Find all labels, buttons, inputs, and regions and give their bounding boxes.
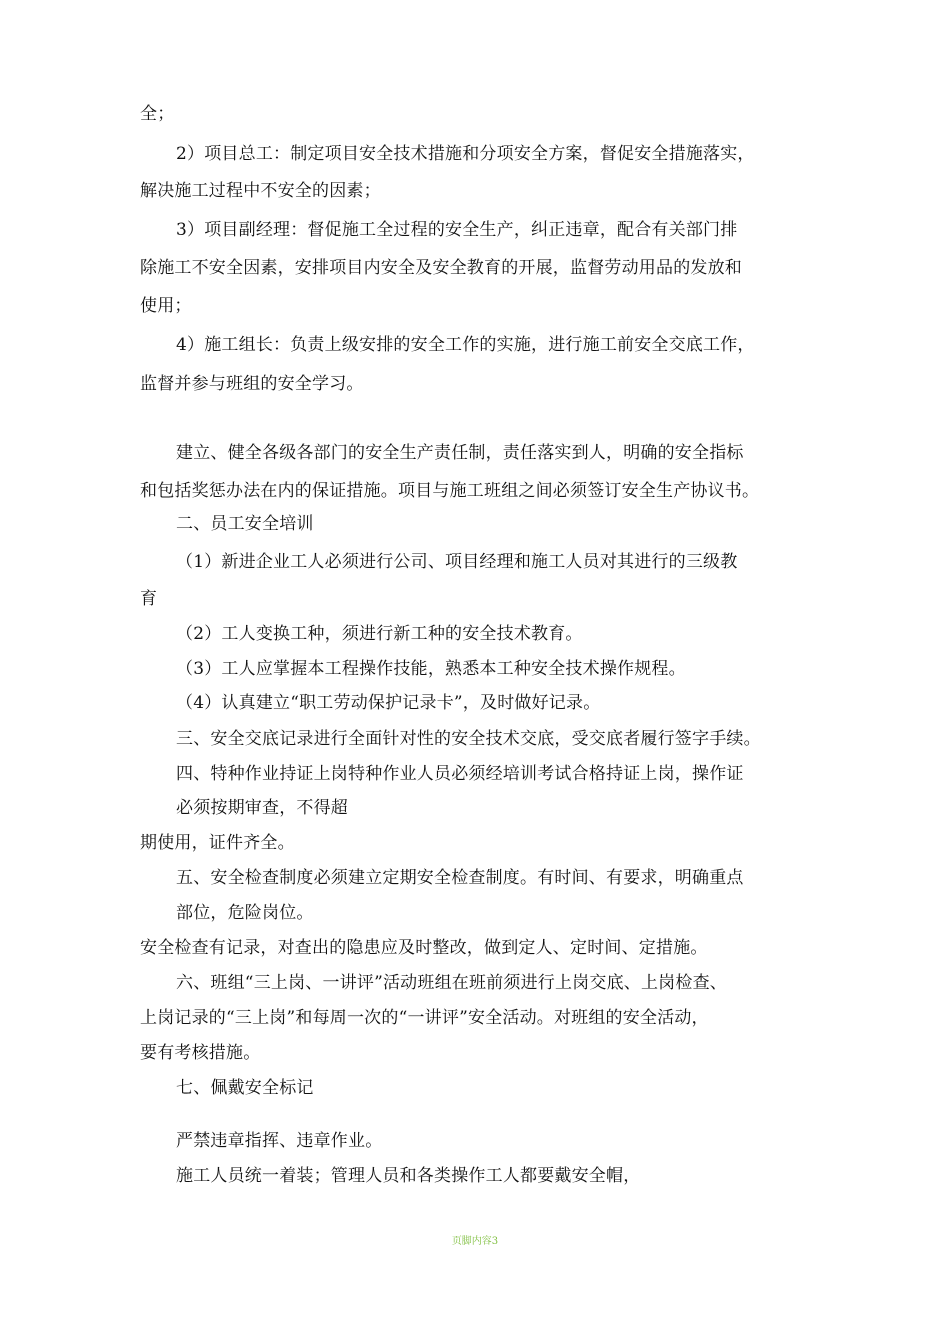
section-heading: 五、安全检查制度必须建立定期安全检查制度。有时间、有要求，明确重点 bbox=[176, 868, 744, 888]
section-heading: 二、员工安全培训 bbox=[176, 514, 314, 534]
text-line: 严禁违章指挥、违章作业。 bbox=[176, 1131, 383, 1151]
text-line: 建立、健全各级各部门的安全生产责任制，责任落实到人，明确的安全指标 bbox=[176, 443, 744, 463]
text-line: 安全检查有记录，对查出的隐患应及时整改，做到定人、定时间、定措施。 bbox=[140, 938, 708, 958]
text-line: 解决施工过程中不安全的因素； bbox=[140, 181, 381, 201]
text-line: 必须按期审查，不得超 bbox=[176, 798, 348, 818]
text-line: 部位，危险岗位。 bbox=[176, 903, 314, 923]
text-line: 育 bbox=[140, 589, 158, 609]
text-line: 和包括奖惩办法在内的保证措施。项目与施工班组之间必须签订安全生产协议书。 bbox=[140, 481, 760, 501]
text-line: 施工人员统一着装；管理人员和各类操作工人都要戴安全帽， bbox=[176, 1166, 641, 1186]
text-line: （2）工人变换工种，须进行新工种的安全技术教育。 bbox=[176, 624, 583, 644]
text-line: （1）新进企业工人必须进行公司、项目经理和施工人员对其进行的三级教 bbox=[176, 552, 738, 572]
text-line: 上岗记录的“三上岗”和每周一次的“一讲评”安全活动。对班组的安全活动， bbox=[140, 1008, 709, 1028]
text-line: 要有考核措施。 bbox=[140, 1043, 261, 1063]
text-line: 使用； bbox=[140, 296, 192, 316]
text-line: 4）施工组长：负责上级安排的安全工作的实施，进行施工前安全交底工作， bbox=[176, 335, 755, 355]
page-footer: 页脚内容3 bbox=[451, 1236, 499, 1247]
text-line: 除施工不安全因素，安排项目内安全及安全教育的开展，监督劳动用品的发放和 bbox=[140, 258, 742, 278]
text-line: 期使用，证件齐全。 bbox=[140, 833, 295, 853]
section-heading: 三、安全交底记录进行全面针对性的安全技术交底，受交底者履行签字手续。 bbox=[176, 729, 761, 749]
text-line: 全； bbox=[140, 104, 175, 124]
text-line: 3）项目副经理：督促施工全过程的安全生产，纠正违章，配合有关部门排 bbox=[176, 220, 738, 240]
text-line: （3）工人应掌握本工程操作技能，熟悉本工种安全技术操作规程。 bbox=[176, 659, 686, 679]
section-heading: 六、班组“三上岗、一讲评”活动班组在班前须进行上岗交底、上岗检查、 bbox=[176, 973, 727, 993]
section-heading: 四、特种作业持证上岗特种作业人员必须经培训考试合格持证上岗，操作证 bbox=[176, 764, 744, 784]
section-heading: 七、佩戴安全标记 bbox=[176, 1078, 314, 1098]
text-line: 监督并参与班组的安全学习。 bbox=[140, 374, 364, 394]
text-line: （4）认真建立“职工劳动保护记录卡”，及时做好记录。 bbox=[176, 693, 601, 713]
text-line: 2）项目总工：制定项目安全技术措施和分项安全方案，督促安全措施落实， bbox=[176, 144, 755, 164]
